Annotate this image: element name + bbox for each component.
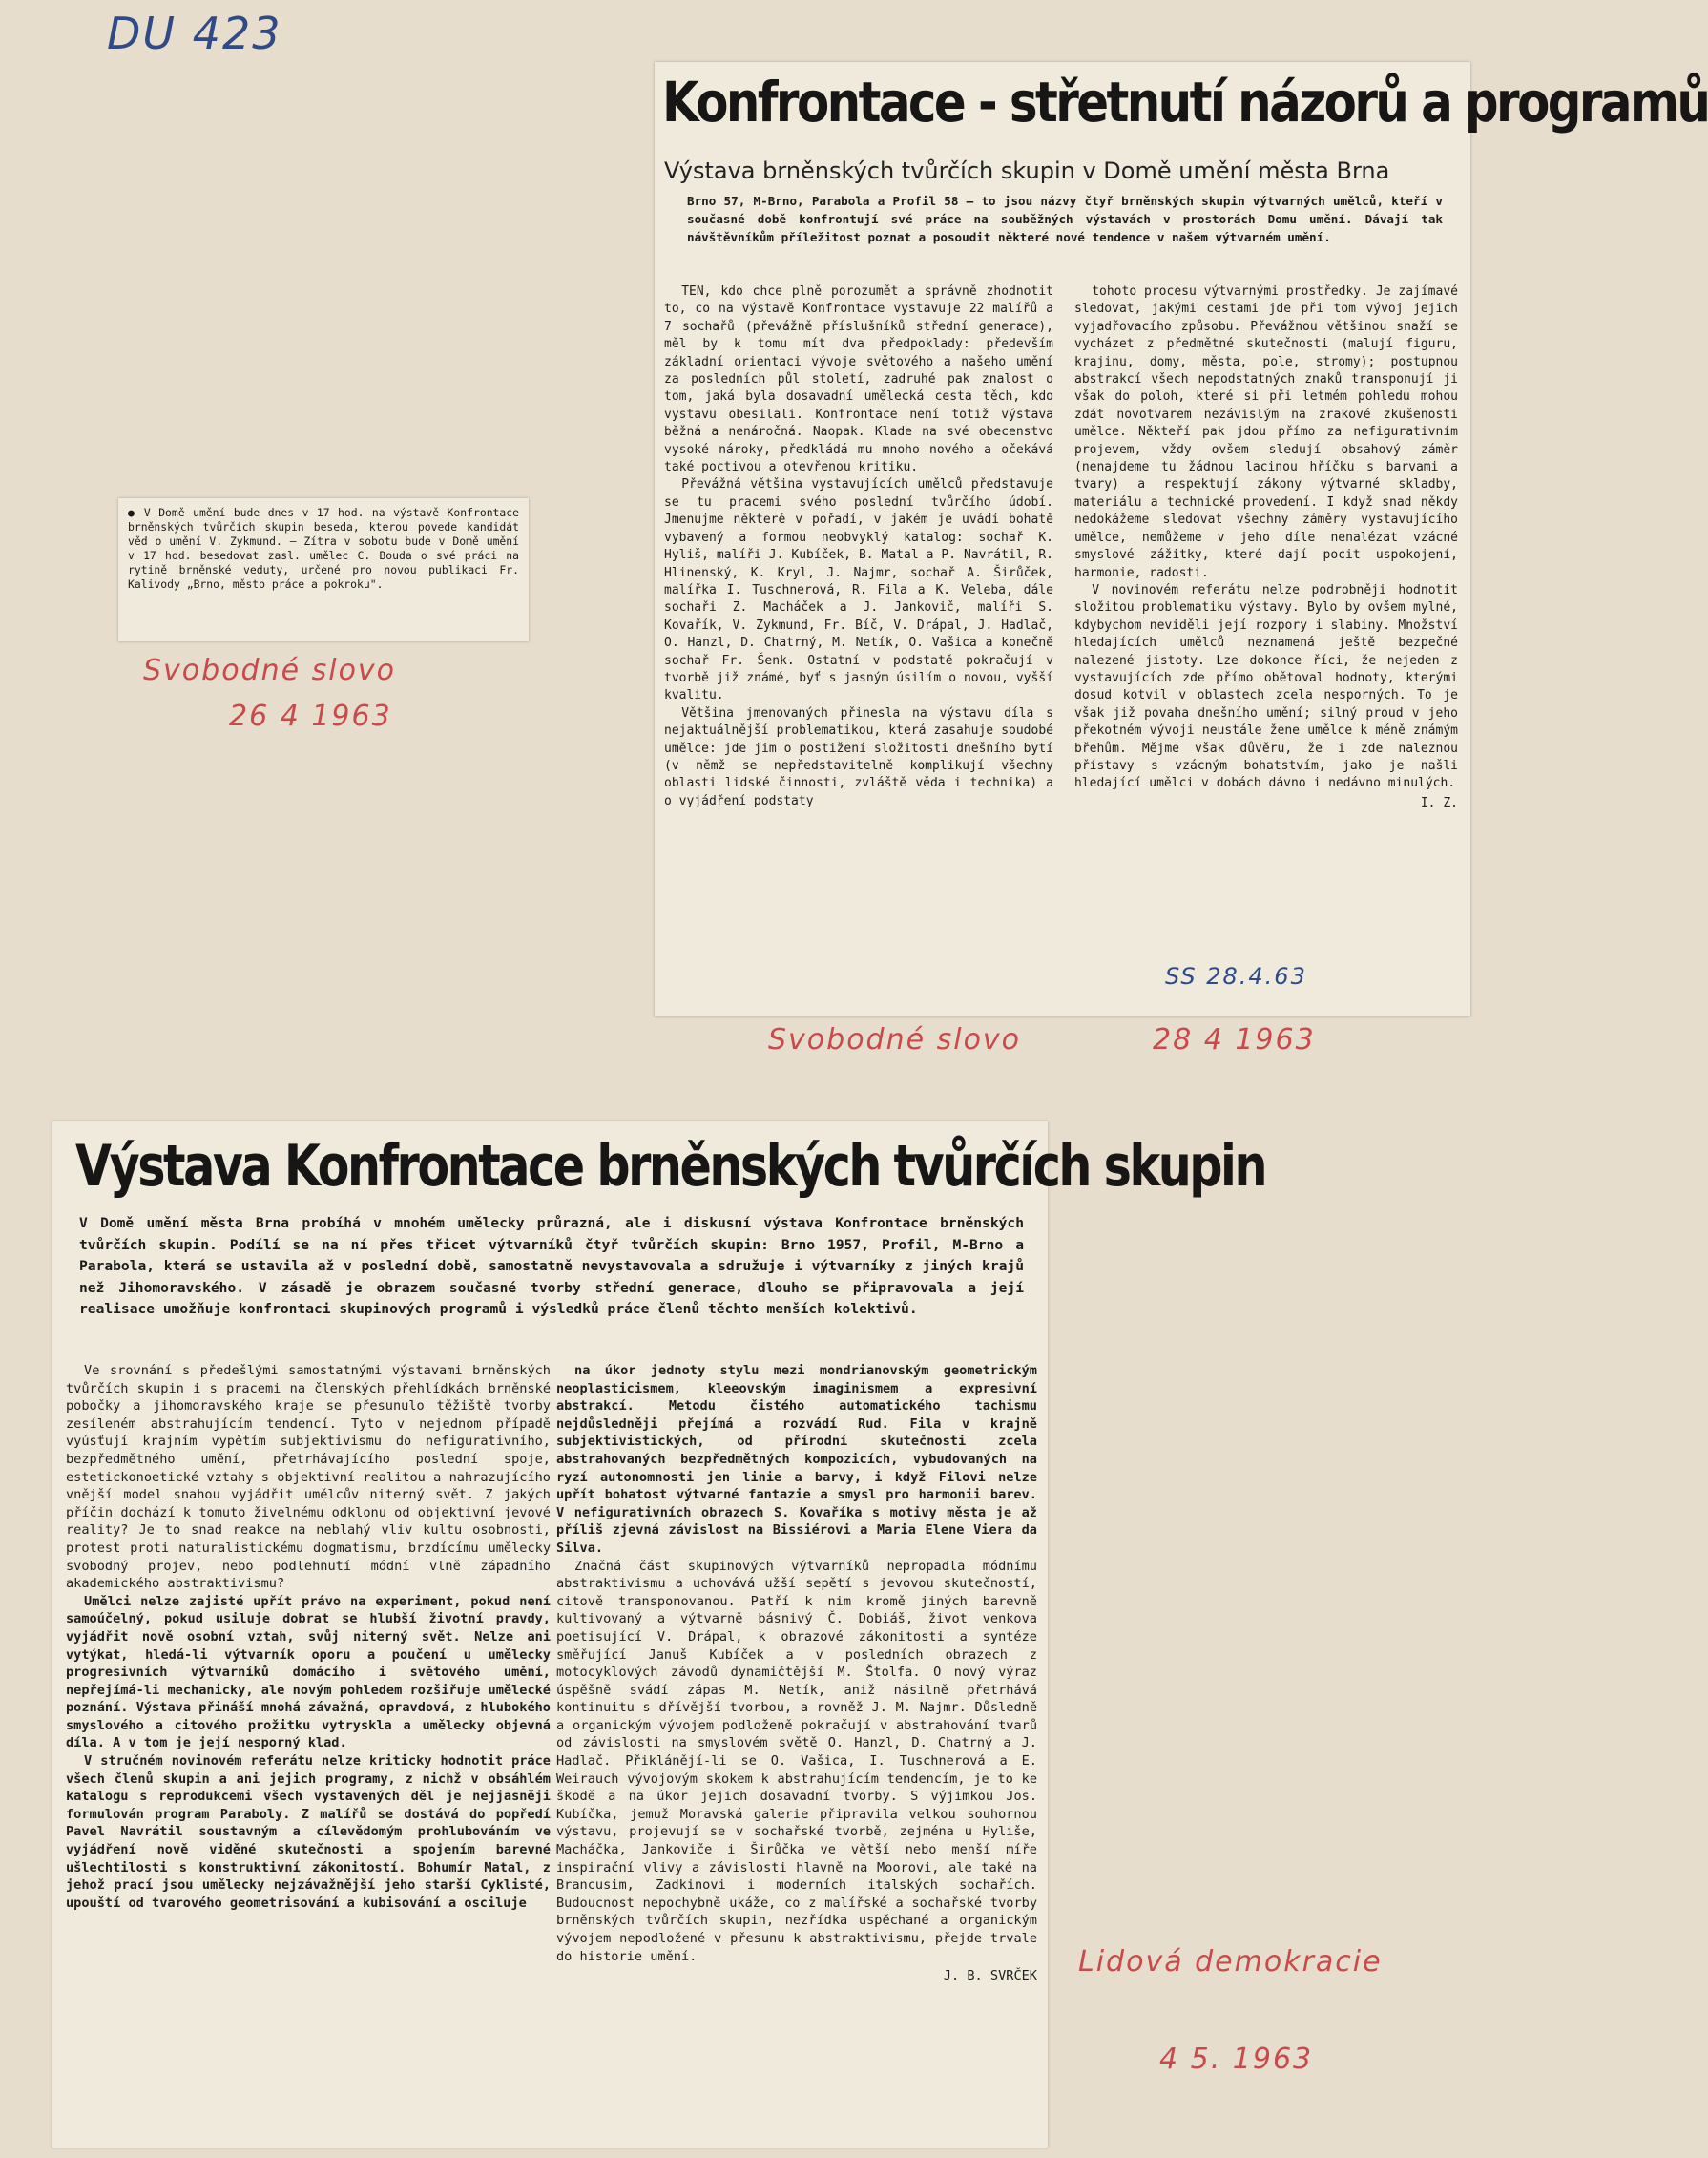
article1-col1-paragraph: TEN, kdo chce plně porozumět a správně zhodnotit to, co na výstavě Konfrontace vystavuje 22 malířů a 7 sochařů (převážně příslušníků střední generace), měl by k tomu mít dva předpoklady: především základní orientaci vývoje světového a našeho umění za posledních půl století, zadruhé pak znalost o tom, jaká byla dosavadní umělecká cesta těch, kdo vystavu obesilali. Konfrontace není totiž výstava běžná a nenáročná. Naopak. Klade na své obecenstvo vysoké nároky, předkládá mu mnoho nového a očekává také poctivou a otevřenou kritiku. bbox=[664, 284, 1053, 475]
article1-column-2 bbox=[1074, 283, 1458, 999]
margin-mark: SS 28.4.63 bbox=[1165, 963, 1307, 990]
notice-clipping bbox=[118, 498, 529, 641]
article1-col2-paragraph: V novinovém referátu nelze podrobněji hodnotit složitou problematiku výstavy. Bylo by ovšem mylné, kdybychom neviděli její rozpory i slabiny. Množství hledajících umělců neznamená ještě bezpečné nalezené jistoty. Lze dokonce říci, že nejeden z vystavujících zde přímo obětoval hodnoty, kterými dosud kotvil v oblastech zcela nesporných. To je však již povaha dnešního umění; silný proud v jeho překotném vývoji neustále žene umělce k méně známým břehům. Mějme však důvěru, že i zde naleznou přístavy s vzácným bohatstvím, jako je našli hledající umělci v dobách dávno i nedávno minulých. bbox=[1074, 582, 1458, 791]
source-note-3: Lidová demokracie bbox=[1078, 1945, 1383, 1979]
article1-column-1 bbox=[664, 283, 1053, 990]
source-note-2: Svobodné slovo bbox=[768, 1023, 1022, 1057]
article1-col2-paragraph: tohoto procesu výtvarnými prostředky. Je zajímavé sledovat, jakými cestami jde při tom vývoj jejich vyjadřovacího způsobu. Převážnou většinou snaží se vycházet z předmětné skutečnosti (malují figuru, krajinu, domy, města, pole, stromy); postupnou abstrakcí všech nepodstatných znaků transponují ji však do poloh, které si při letmém pohledu mohou zdát novotvarem nezávislým na zrakové zkušenosti umělce. Někteří pak jdou přímo za nefigurativním projevem, vždy ovšem sledují obsahový záměr (nenajdeme tu žádnou lacinou hříčku s barvami a tvary) a respektují zákony výtvarné skladby, materiálu a technické provedení. I když snad někdy nedokážeme sledovat všechny záměry vystavujícího umělce, nemůžeme v jeho díle nenalézat vzácné smyslové zážitky, které dají pocit uspokojení, harmonie, radosti. bbox=[1074, 284, 1458, 580]
article1-subheadline: Výstava brněnských tvůrčích skupin v Domě umění města Brna bbox=[664, 157, 1390, 184]
article2-col2-paragraph: Značná část skupinových výtvarníků nepropadla módnímu abstraktivismu a uchovává užší sepětí s jevovou skutečností, citově transponovanou. Patří k nim kromě jiných barevně kultivovaný a výtvarně básnivý Č. Dobiáš, život venkova poetisující V. Drápal, k obrazové zákonitosti a syntéze směřující Januš Kubíček a v posledních obrazech z motocyklových závodů dynamičtější M. Štolfa. O nový výraz úspěšně svádí zápas M. Netík, aniž násilně přetrhává kontinuitu s dřívější tvorbou, a rovněž J. M. Najmr. Důsledně a organickým vývojem podloženě pokračují v abstrahování tvarů od závislosti na smyslovém světě O. Hanzl, D. Chatrný a J. Hadlač. Přiklánějí-li se O. Vašica, I. Tuschnerová a E. Weirauch vývojovým skokem k abstrahujícím tendencím, je to ke škodě a na úkor jejich dosavadní tvorby. S výjimkou Jos. Kubíčka, jemuž Moravská galerie připravila velkou souhornou výstavu, projevují se v sochařské tvorbě, zejména u Hyliše, Macháčka, Jankoviče i Širůčka ve větší nebo menší míře inspirační vlivy a závislosti hlavně na Moorovi, ale také na Brancusim, Zadkinovi i moderních italských sochařích. Budoucnost nepochybně ukáže, co z malířské a sochařské tvorby brněnských tvůrčích skupin, nezřídka uspěchané a organickým vývojem nepodložené v přesunu k abstraktivismu, přejde trvale do historie umění. bbox=[556, 1558, 1037, 1964]
source-note-1: Svobodné slovo bbox=[143, 654, 397, 687]
article2-col1-paragraph: Ve srovnání s předešlými samostatnými výstavami brněnských tvůrčích skupin i s pracemi na členských přehlídkách brněnské pobočky a jihomoravského kraje se přesunulo těžiště tvorby zesíleném abstrahujícím tendencí. Tyto v nejednom případě vyúsťují krajním vypětím subjektivismu do nefigurativního, bezpředmětného umění, přetrhávajícího poslední spoje, estetickonoetické vztahy s objektivní realitou a nahrazujícího vnější model snahou vyjádřit umělcův niterný svět. Z jakých příčin dochází k tomuto živelnému odklonu od objektivní jevové reality? Je to snad reakce na neblahý vliv kultu osobnosti, protest proti naturalistickému dogmatismu, brzdícímu umělecky svobodný projev, nebo podlehnutí módní vlně západního akademického abstraktivismu? bbox=[66, 1363, 551, 1592]
article2-column-2 bbox=[556, 1362, 1037, 2143]
article2-headline: Výstava Konfrontace brněnských tvůrčích skupin bbox=[75, 1133, 1266, 1200]
article2-lead: V Domě umění města Brna probíhá v mnohém umělecky průrazná, ale i diskusní výstava Konfrontace brněnských tvůrčích skupin. Podílí se na ní přes třicet výtvarníků čtyř tvůrčích skupin: Brno 1957, Profil, M-Brno a Parabola, která se ustavila až v poslední době, samostatně nevystavovala a sdružuje i výtvarníky z jiných krajů než Jihomoravského. V zásadě je obrazem současné tvorby střední generace, dlouho se připravovala a její realisace umožňuje konfrontaci skupinových programů i výsledků práce členů těchto menších kolektivů. bbox=[79, 1215, 1024, 1318]
article2-column-1 bbox=[66, 1362, 551, 2137]
article2-col2-paragraph: na úkor jednoty stylu mezi mondrianovským geometrickým neoplasticismem, kleeovským imaginismem a expresivní abstrakcí. Metodu čistého automatického tachismu nejdůsledněji přejímá a rozvádí Rud. Fila v krajně subjektivistických, od přírodní skutečnosti zcela abstrahovaných bezpředmětných kompozicích, vybudovaných na ryzí autonomnosti jen linie a barvy, i když Filovi nelze upřít bohatost výtvarné fantazie a smysl pro harmonii barev. V nefigurativních obrazech S. Kovaříka s motivy města je až příliš zjevná závislost na Bissiérovi a Maria Elene Viera da Silva. bbox=[556, 1363, 1037, 1556]
date-note-2: 28 4 1963 bbox=[1153, 1023, 1316, 1057]
article1-signature: I. Z. bbox=[1420, 795, 1458, 810]
article1-lead: Brno 57, M-Brno, Parabola a Profil 58 — to jsou názvy čtyř brněnských skupin výtvarných umělců, kteří v současné době konfrontují své práce na souběžných výstavách v prostorách Domu umění. Dávají tak návštěvníkům příležitost poznat a posoudit některé nové tendence v našem výtvarném umění. bbox=[687, 194, 1443, 244]
archive-number: DU 423 bbox=[107, 8, 282, 59]
date-note-3: 4 5. 1963 bbox=[1159, 2043, 1314, 2076]
article1-col1-paragraph: Převážná většina vystavujících umělců představuje se tu pracemi svého poslední tvůrčího údobí. Jmenujme některé v pořadí, v jakém je uvádí bohatě vybavený a formou neobvyklý katalog: sochař K. Hyliš, malíři J. Kubíček, B. Matal a P. Navrátil, R. Hlinenský, K. Kryl, J. Najmr, sochař A. Širůček, malířka I. Tuschnerová, R. Fila a K. Veleba, dále sochaři Z. Macháček a J. Jankovič, malíři S. Kovařík, V. Zykmund, Fr. Bíč, V. Drápal, J. Hadlač, O. Hanzl, D. Chatrný, M. Netík, O. Vašica a konečně sochař Fr. Šenk. Ostatní v podstatě pokračují v tvorbě již známé, byť s jasným úsilím o novou, vyšší kvalitu. bbox=[664, 477, 1053, 703]
article2-signature: J. B. SVRČEK bbox=[943, 1968, 1037, 1984]
article2-col1-paragraph: V stručném novinovém referátu nelze kriticky hodnotit práce všech členů skupin a ani jejich programy, z nichž v obsáhlém katalogu s reprodukcemi všech vystavených děl je nejjasněji formulován program Paraboly. Z malířů se dostává do popředí Pavel Navrátil soustavným a cílevědomým prohlubováním ve vyjádření nově viděné skutečnosti a spojením barevné ušlechtilosti s konstruktivní zákonitostí. Bohumír Matal, z jehož prací jsou umělecky nejzávažnější jeho starší Cyklisté, upouští od tvarového geometrisování a kubisování a osciluje bbox=[66, 1753, 551, 1911]
notice-text: ● V Domě umění bude dnes v 17 hod. na výstavě Konfrontace brněnských tvůrčích skupin beseda, kterou povede kandidát věd o umění V. Zykmund. — Zítra v sobotu bude v Domě umění v 17 hod. besedovat zasl. umělec C. Bouda o své práci na rytině brněnské veduty, určené pro novou publikaci Fr. Kalivody „Brno, město práce a pokroku". bbox=[128, 506, 519, 591]
date-note-1: 26 4 1963 bbox=[229, 700, 392, 733]
article1-col1-paragraph: Většina jmenovaných přinesla na výstavu díla s nejaktuálnější problematikou, která zasahuje soudobé umělce: jde jim o postižení složitosti dnešního bytí (v němž se nepředstavitelně komplikují všechny oblasti lidské činnosti, zvláště věda i technika) a o vyjádření podstaty bbox=[664, 705, 1053, 808]
article2-col1-paragraph: Umělci nelze zajisté upřít právo na experiment, pokud není samoúčelný, pokud usiluje dobrat se hlubší životní pravdy, vyjádřit nově osobní vztah, svůj niterný svět. Nelze ani vytýkat, hledá-li výtvarník oporu a poučení u umělecky progresivních výtvarníků domácího i světového umění, nepřejímá-li mechanicky, ale novým pohledem rozšiřuje umělecké poznání. Výstava přináší mnohá závažná, opravdová, z hlubokého smyslového a citového prožitku vytryskla a umělecky objevná díla. A v tom je její nesporný klad. bbox=[66, 1593, 551, 1751]
article1-clipping bbox=[655, 62, 1708, 1016]
article1-headline: Konfrontace - střetnutí názorů a programů bbox=[662, 70, 1708, 135]
